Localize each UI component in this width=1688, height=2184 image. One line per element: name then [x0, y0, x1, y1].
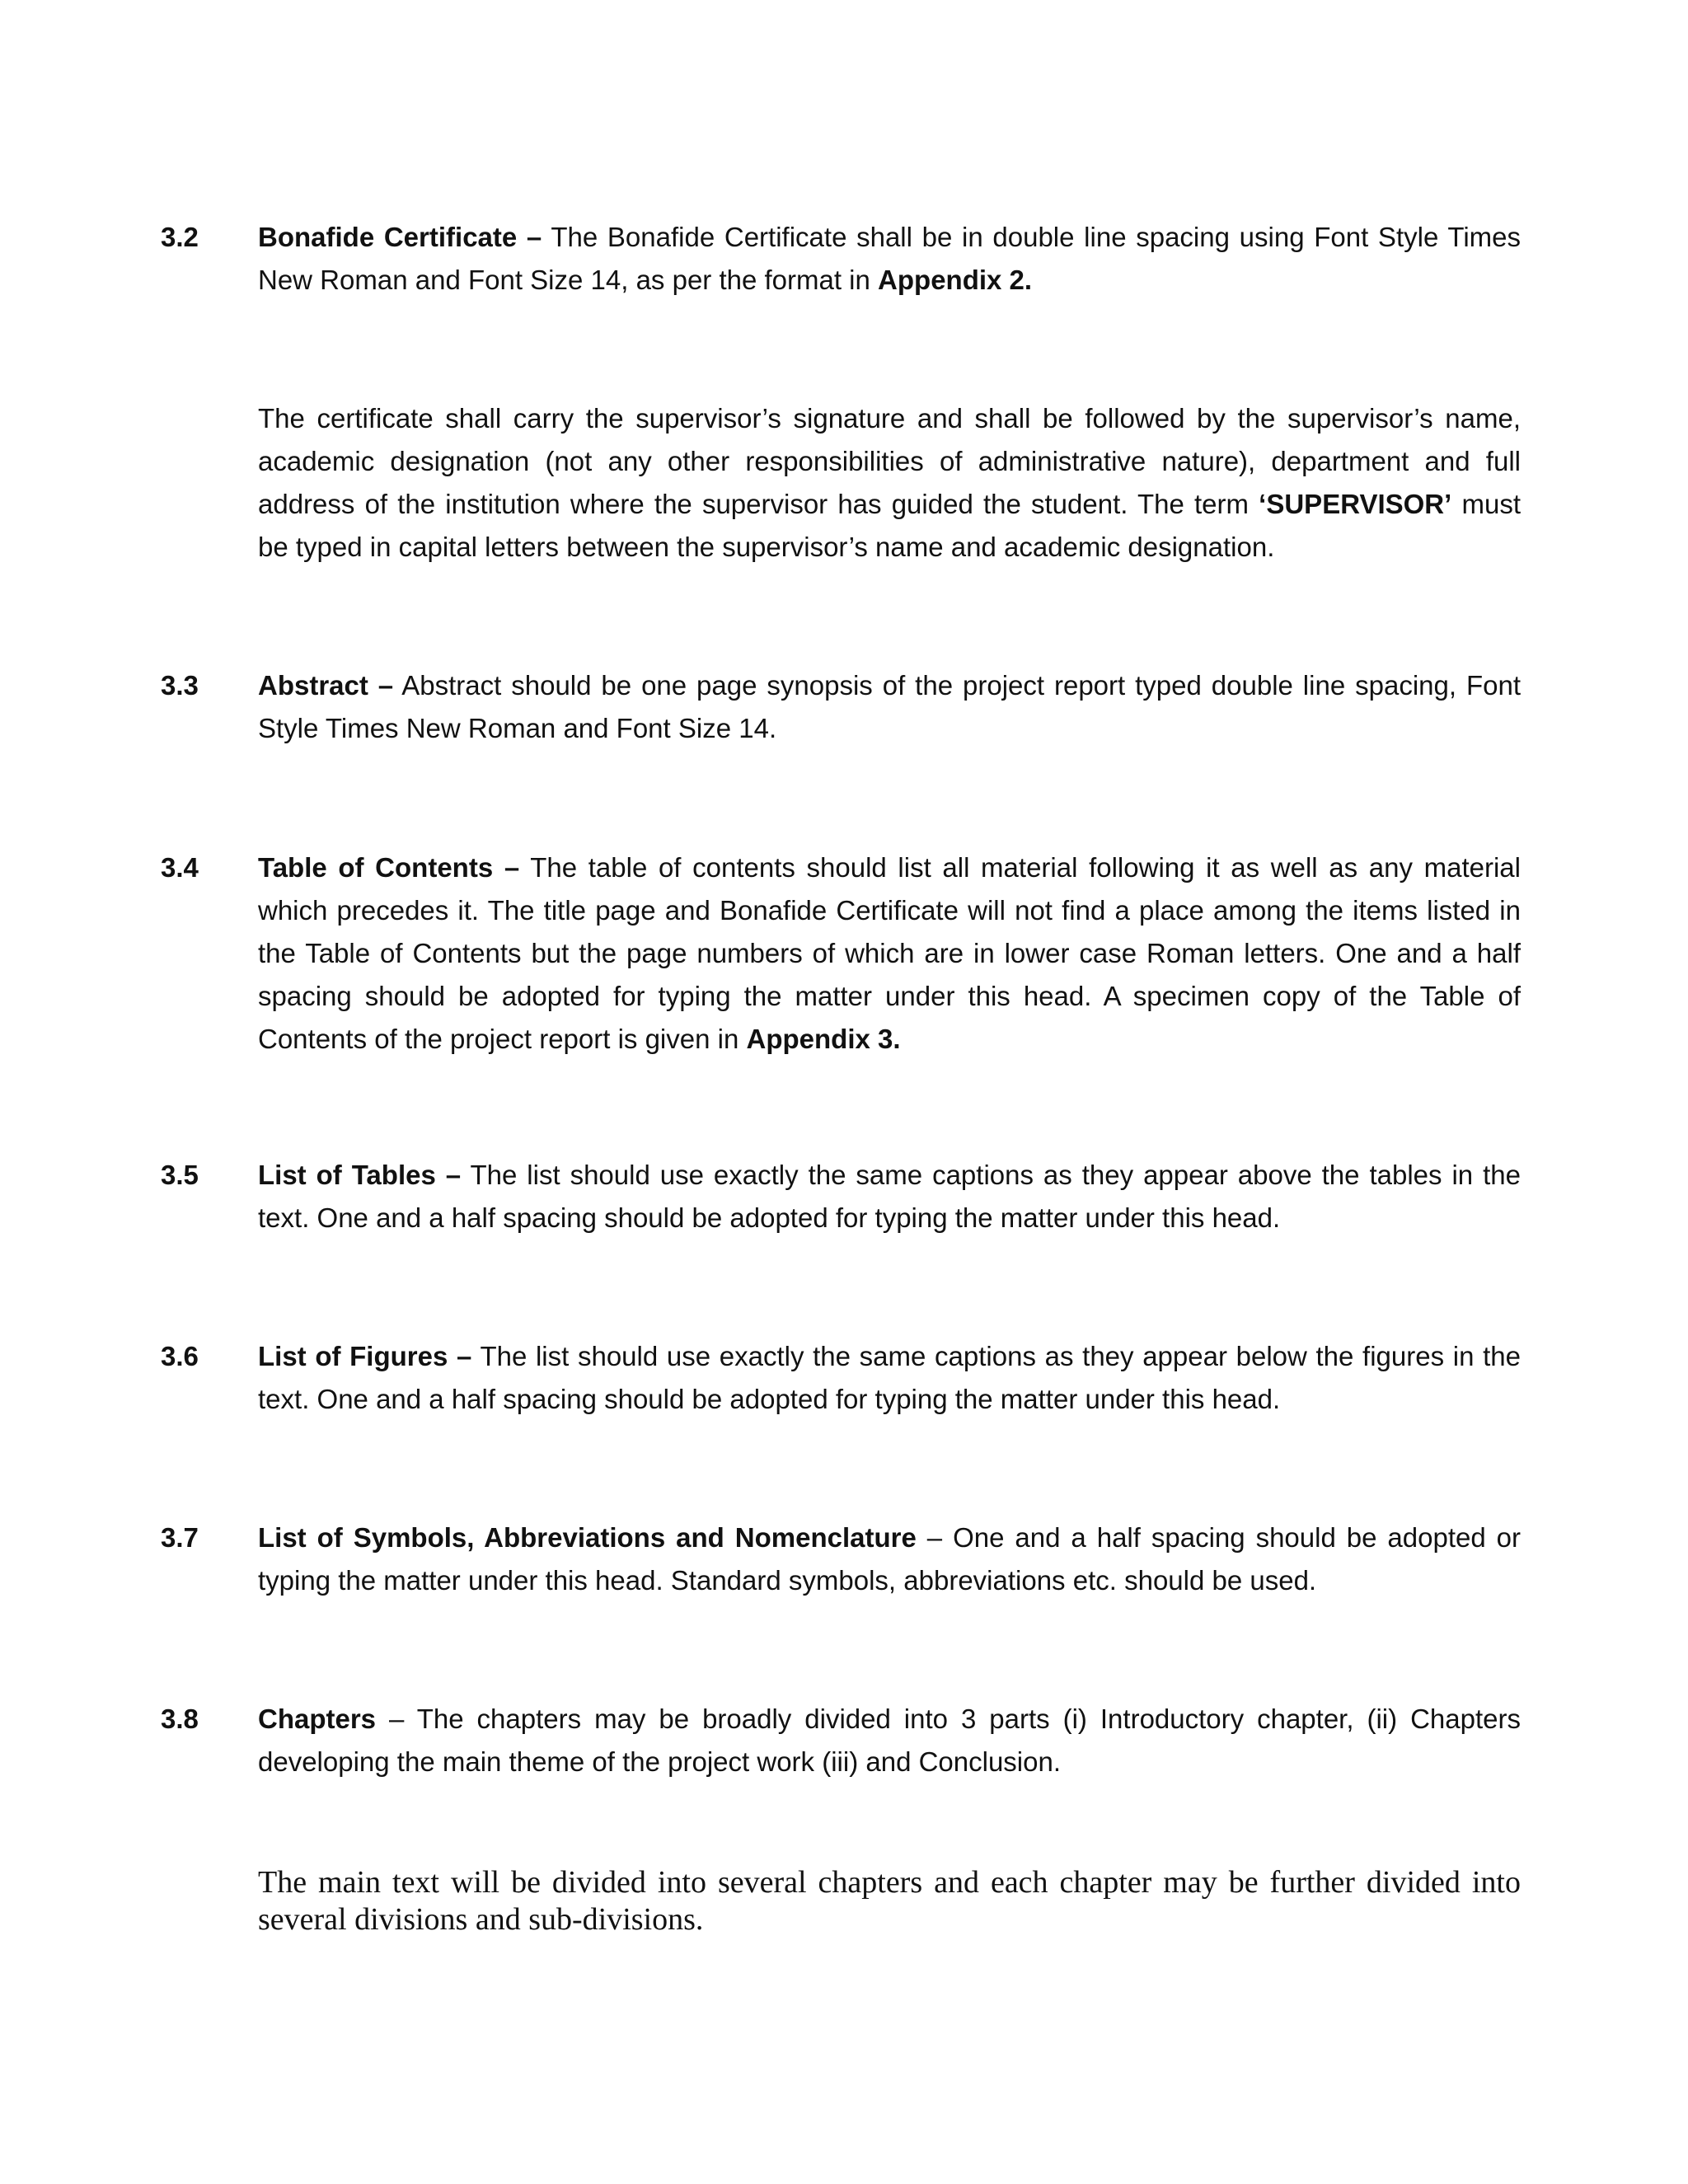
section-paragraph [258, 216, 1521, 302]
section-number: 3.7 [161, 1522, 199, 1553]
section-paragraph [258, 846, 1521, 1061]
section-heading: List of Tables – [258, 1160, 462, 1190]
section-heading: Bonafide Certificate – [258, 222, 542, 252]
section-text: – One and a half spacing should be adopted or typing the matter under this head. Standard symbols, abbreviations etc. should be used. [258, 1522, 1521, 1596]
section-text: – The chapters may be broadly divided into 3 parts (i) Introductory chapter, (ii) Chapters developing the main theme of the project work (iii) and Conclusion. [258, 1704, 1521, 1777]
section-number: 3.8 [161, 1704, 199, 1734]
appendix-reference: Appendix 2. [878, 265, 1033, 295]
section-paragraph [258, 1698, 1521, 1783]
section-heading: List of Symbols, Abbreviations and Nomenclature [258, 1522, 917, 1553]
supervisor-term: ‘SUPERVISOR’ [1259, 489, 1452, 519]
section-number: 3.3 [161, 670, 199, 701]
appendix-reference: Appendix 3. [746, 1024, 901, 1054]
section-text: must be typed in capital letters between the supervisor’s name and academic designation. [258, 489, 1521, 562]
section-paragraph [258, 664, 1521, 750]
section-paragraph [258, 1335, 1521, 1421]
section-text: The certificate shall carry the supervisor’s signature and shall be followed by the supervisor’s name, academic designation (not any other responsibilities of administrative nature), department and full address of the institution where the supervisor has guided the student. The term [258, 403, 1521, 519]
section-number: 3.2 [161, 222, 199, 252]
section-paragraph [258, 1154, 1521, 1240]
section-heading: List of Figures – [258, 1341, 472, 1371]
section-number: 3.6 [161, 1341, 199, 1371]
section-text: The table of contents should list all material following it as well as any material which precedes it. The title page and Bonafide Certificate will not find a place among the items listed in the Table of Contents but the page numbers of which are in lower case Roman letters. One and a half spacing should be adopted for typing the matter under this head. A specimen copy of the Table of Contents of the project report is given in [258, 852, 1521, 1054]
section-heading: Chapters [258, 1704, 377, 1734]
section-text: The Bonafide Certificate shall be in double line spacing using Font Style Times New Roman and Font Size 14, as per the format in [258, 222, 1521, 295]
section-paragraph [258, 1516, 1521, 1602]
section-text: The list should use exactly the same captions as they appear below the figures in the text. One and a half spacing should be adopted for typing the matter under this head. [258, 1341, 1521, 1414]
section-text: Abstract should be one page synopsis of the project report typed double line spacing, Font Style Times New Roman and Font Size 14. [258, 670, 1521, 743]
section-heading: Table of Contents – [258, 852, 520, 883]
section-number: 3.4 [161, 852, 199, 883]
section-heading: Abstract – [258, 670, 394, 701]
section-text: The list should use exactly the same captions as they appear above the tables in the text. One and a half spacing should be adopted for typing the matter under this head. [258, 1160, 1521, 1233]
section-paragraph-2: The main text will be divided into several chapters and each chapter may be further divided into several divisions and sub-divisions. [258, 1865, 1521, 1937]
section-paragraph-2 [258, 397, 1521, 569]
section-number: 3.5 [161, 1160, 199, 1190]
